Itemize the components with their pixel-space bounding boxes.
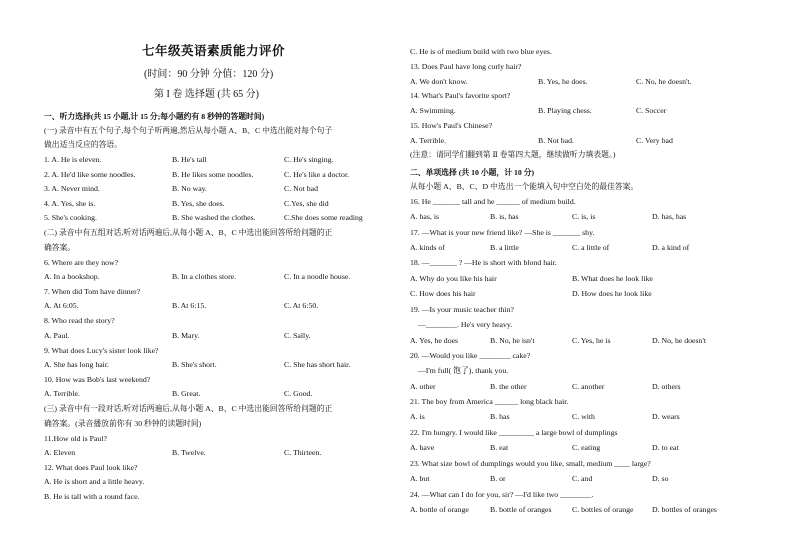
option-a[interactable]: 2. A. He'd like some noodles. (44, 170, 136, 179)
option-c[interactable]: C. How does his hair (410, 289, 476, 298)
listening-note: (注意：请同学们翻到第 Ⅱ 卷第四大题，继续做听力填表题。) (410, 150, 616, 159)
option-a[interactable]: A. have (410, 443, 435, 452)
listening-heading: 一、听力选择(共 15 小题,计 15 分;每小题约有 8 秒钟的答题时间) (44, 112, 265, 121)
option-a[interactable]: A. Eleven (44, 448, 76, 457)
question-stem: 8. Who read the story? (44, 316, 115, 325)
option-a[interactable]: A. is (410, 412, 425, 421)
question-stem: 15. How's Paul's Chinese? (410, 121, 493, 130)
option-b[interactable]: B. He is tall with a round face. (44, 492, 140, 501)
question-stem: 12. What does Paul look like? (44, 463, 138, 472)
sec1-instruction: (一) 录音中有五个句子,每个句子听两遍,然后从每小题 A、B、C 中选出能对每个句子 (44, 126, 333, 135)
option-d[interactable]: D. a kind of (652, 243, 690, 252)
option-c[interactable]: C. Very bad (636, 136, 673, 145)
option-b[interactable]: B. Yes, she does. (172, 199, 225, 208)
option-b[interactable]: B. Not bad. (538, 136, 574, 145)
question-stem: 23. What size bowl of dumplings would you like, small, medium ____ large? (410, 459, 651, 468)
option-b[interactable]: B. He likes some noodles. (172, 170, 254, 179)
option-a[interactable]: A. kinds of (410, 243, 445, 252)
option-a[interactable]: 3. A. Never mind. (44, 184, 100, 193)
option-d[interactable]: D. No, he doesn't (652, 336, 707, 345)
question-stem: 14. What's Paul's favorite sport? (410, 91, 511, 100)
option-c[interactable]: C. another (572, 382, 605, 391)
option-a[interactable]: A. She has long hair. (44, 360, 109, 369)
question-stem: 13. Does Paul have long curly hair? (410, 62, 522, 71)
question-stem: 24. —What can I do for you, sir? —I'd like two ________. (410, 490, 594, 499)
question-stem: 6. Where are they now? (44, 258, 119, 267)
option-a[interactable]: 4. A. Yes, she is. (44, 199, 96, 208)
option-b[interactable]: B. or (490, 474, 506, 483)
option-a[interactable]: A. but (410, 474, 430, 483)
exam-title: 七年级英语素质能力评价 (142, 44, 286, 58)
option-c[interactable]: C. In a noodle house. (284, 272, 351, 281)
option-c[interactable]: C. is, is (572, 212, 596, 221)
option-b[interactable]: B. She washed the clothes. (172, 213, 256, 222)
option-a[interactable]: A. In a bookshop. (44, 272, 100, 281)
question-stem: 17. —What is your new friend like? —She is _______ shy. (410, 228, 595, 237)
sec1-instruction-cont: 做出适当反应的答语。 (44, 140, 122, 149)
option-c[interactable]: C. bottles of orange (572, 505, 634, 514)
option-b[interactable]: B. Twelve. (172, 448, 206, 457)
question-stem: 21. The boy from America ______ long black hair. (410, 397, 569, 406)
question-stem: 11.How old is Paul? (44, 434, 107, 443)
part-one-title: 第 I 卷 选择题 (共 65 分) (154, 89, 259, 100)
option-b[interactable]: B. Mary. (172, 331, 200, 340)
option-c[interactable]: C.Yes, she did (284, 199, 329, 208)
option-c[interactable]: C. and (572, 474, 593, 483)
option-b[interactable]: B. No way. (172, 184, 208, 193)
option-c[interactable]: C. Sally. (284, 331, 311, 340)
option-b[interactable]: B. is, has (490, 212, 519, 221)
option-c[interactable]: C. Good. (284, 389, 313, 398)
option-a[interactable]: 5. She's cooking. (44, 213, 97, 222)
option-c[interactable]: C. Not bad (284, 184, 319, 193)
question-stem: 16. He _______ tall and he ______ of medium build. (410, 197, 576, 206)
option-c[interactable]: C. with (572, 412, 595, 421)
option-b[interactable]: B. No, he isn't (490, 336, 535, 345)
question-stem: 19. —Is your music teacher thin? (410, 305, 514, 314)
option-a[interactable]: A. Terrible. (44, 389, 80, 398)
option-b[interactable]: B. the other (490, 382, 527, 391)
option-c[interactable]: C. eating (572, 443, 601, 452)
question-stem: 18. —_______ ? —He is short with blond hair. (410, 258, 557, 267)
single-choice-intro: 从每小题 A、B、C、D 中选出一个能填入句中空白处的最佳答案。 (410, 182, 639, 191)
option-a[interactable]: A. has, is (410, 212, 440, 221)
option-c[interactable]: C. a little of (572, 243, 610, 252)
option-b[interactable]: B. has (490, 412, 510, 421)
option-c[interactable]: C. He is of medium build with two blue eyes. (410, 47, 552, 56)
right-column (410, 0, 755, 560)
option-b[interactable]: B. She's short. (172, 360, 217, 369)
option-c[interactable]: C. Soccer (636, 106, 667, 115)
option-b[interactable]: B. bottle of oranges (490, 505, 552, 514)
option-a[interactable]: A. At 6:05. (44, 301, 79, 310)
option-d[interactable]: D. bottles of oranges (652, 505, 717, 514)
exam-subtitle: (时间：90 分钟 分值：120 分) (144, 69, 274, 80)
option-b[interactable]: B. What does he look like (572, 274, 653, 283)
option-d[interactable]: D. to eat (652, 443, 679, 452)
option-c[interactable]: C. At 6:50. (284, 301, 319, 310)
question-stem-reply: —I'm full( 饱了), thank you. (418, 366, 509, 375)
option-a[interactable]: A. other (410, 382, 436, 391)
option-a[interactable]: A. Why do you like his hair (410, 274, 497, 283)
option-a[interactable]: A. bottle of orange (410, 505, 469, 514)
option-a[interactable]: A. Swimming. (410, 106, 456, 115)
sec3-instruction: (三) 录音中有一段对话,听对话两遍后,从每小题 A、B、C 中选出能回答所给问题的正 (44, 404, 333, 413)
question-stem: 7. When did Tom have dinner? (44, 287, 141, 296)
question-stem: 20. —Would you like ________ cake? (410, 351, 531, 360)
option-c[interactable]: C. He's like a doctor. (284, 170, 350, 179)
option-a[interactable]: 1. A. He is eleven. (44, 155, 102, 164)
option-b[interactable]: B. Great. (172, 389, 201, 398)
option-a[interactable]: A. Terrible. (410, 136, 446, 145)
sec2-instruction-cont: 确答案。 (44, 243, 76, 252)
left-column (44, 0, 386, 560)
option-a[interactable]: A. We don't know. (410, 77, 468, 86)
option-d[interactable]: D. wears (652, 412, 680, 421)
option-b[interactable]: B. Playing chess. (538, 106, 592, 115)
option-c[interactable]: C. Thirteen. (284, 448, 322, 457)
option-b[interactable]: B. Yes, he does. (538, 77, 588, 86)
option-b[interactable]: B. eat (490, 443, 509, 452)
question-stem-reply: —________. He's very heavy. (418, 320, 513, 329)
sec3-instruction-cont: 确答案。(录音播放前你有 30 秒钟的读题时间) (44, 419, 202, 428)
option-d[interactable]: D. has, has (652, 212, 687, 221)
option-c[interactable]: C. No, he doesn't. (636, 77, 692, 86)
option-d[interactable]: D. others (652, 382, 681, 391)
option-b[interactable]: B. In a clothes store. (172, 272, 237, 281)
option-c[interactable]: C. She has short hair. (284, 360, 351, 369)
question-stem: 9. What does Lucy's sister look like? (44, 346, 159, 355)
single-choice-heading: 二、单项选择 (共 10 小题，计 10 分) (410, 168, 535, 177)
option-a[interactable]: A. He is short and a little heavy. (44, 477, 145, 486)
question-stem: 10. How was Bob's last weekend? (44, 375, 151, 384)
option-c[interactable]: C. Yes, he is (572, 336, 611, 345)
option-d[interactable]: D. How does he look like (572, 289, 652, 298)
option-b[interactable]: B. At 6:15. (172, 301, 207, 310)
option-c[interactable]: C. He's singing. (284, 155, 334, 164)
option-b[interactable]: B. He's tall (172, 155, 207, 164)
option-a[interactable]: A. Paul. (44, 331, 70, 340)
option-b[interactable]: B. a little (490, 243, 519, 252)
option-d[interactable]: D. so (652, 474, 669, 483)
sec2-instruction: (二) 录音中有五组对话,听对话两遍后,从每小题 A、B、C 中选出能回答所给问题的正 (44, 228, 333, 237)
question-stem: 22. I'm hungry. I would like _________ a large bowl of dumplings (410, 428, 618, 437)
option-c[interactable]: C.She does some reading (284, 213, 363, 222)
option-a[interactable]: A. Yes, he does (410, 336, 459, 345)
